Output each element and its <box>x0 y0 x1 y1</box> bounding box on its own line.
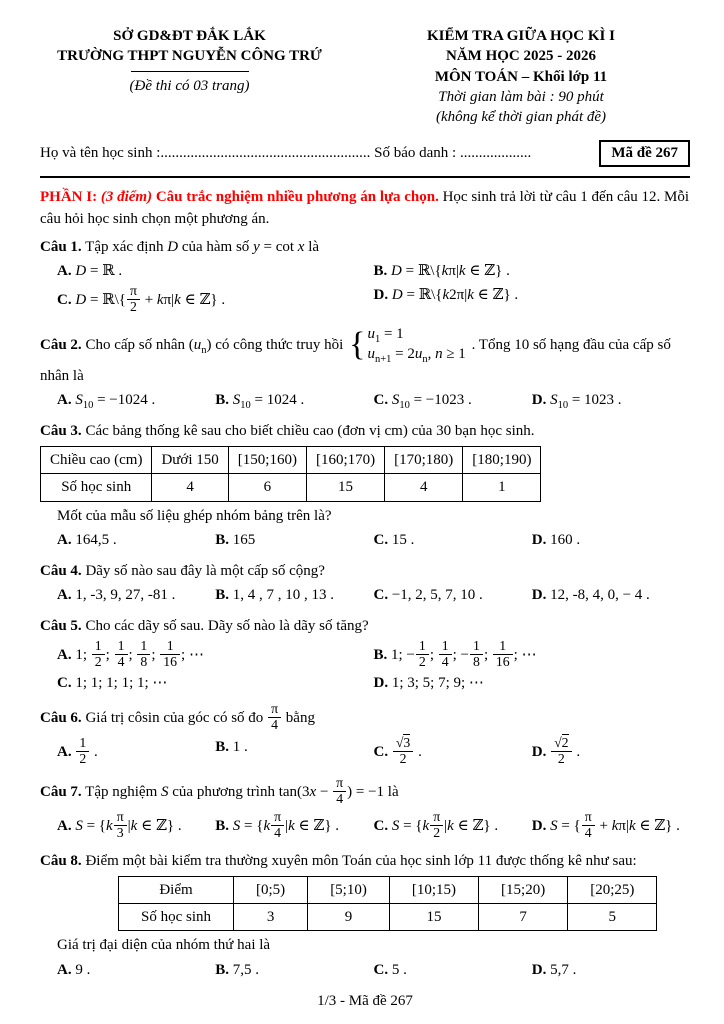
height-frequency-table <box>40 446 541 502</box>
option-text: $\frac{√2}{2}$ . <box>550 744 580 760</box>
exam-title: KIỂM TRA GIỮA HỌC KÌ I <box>427 28 615 44</box>
question-8 <box>40 851 690 983</box>
option-c <box>374 810 532 843</box>
question-subtext: Mốt của mẫu số liệu ghép nhóm bảng trên là? <box>57 507 332 524</box>
question-number: Câu 1. <box>40 238 82 255</box>
page-footer: 1/3 - Mã đề 267 <box>317 993 413 1009</box>
option-b <box>374 260 691 284</box>
table-cell: Số học sinh <box>41 474 152 501</box>
question-4 <box>40 561 690 608</box>
option-b <box>215 584 373 608</box>
question-number: Câu 4. <box>40 562 82 579</box>
table-cell: [20;25) <box>568 876 657 903</box>
option-b <box>215 389 373 413</box>
table-cell: 15 <box>389 904 478 931</box>
table-cell: Điểm <box>119 876 234 903</box>
table-cell: 7 <box>479 904 568 931</box>
option-d <box>532 584 690 608</box>
option-key: A. <box>57 586 72 603</box>
table-cell: [150;160) <box>228 447 306 474</box>
table-row <box>41 447 541 474</box>
option-c <box>57 284 374 317</box>
option-text: S = {k $\frac{\pi}{4}$ |k ∈ ℤ} . <box>232 808 340 840</box>
option-text: S = { $\frac{\pi}{4}$ + kπ|k ∈ ℤ} . <box>550 808 680 840</box>
option-text: D = ℝ\{k2π|k ∈ ℤ} . <box>391 286 519 303</box>
option-text: 15 . <box>391 531 415 548</box>
option-text: 1, 4 , 7 , 10 , 13 . <box>232 586 335 603</box>
option-key: A. <box>57 817 72 834</box>
question-stem-line <box>40 851 690 872</box>
option-d <box>532 736 690 769</box>
option-a <box>57 529 215 553</box>
table-cell: 15 <box>306 474 384 501</box>
option-a <box>57 810 215 843</box>
table-cell: 1 <box>463 474 541 501</box>
option-d <box>532 959 690 983</box>
option-key: D. <box>373 286 389 303</box>
question-number: Câu 2. <box>40 336 82 353</box>
option-key: C. <box>57 674 72 691</box>
option-text: 1 . <box>232 739 248 756</box>
option-key: A. <box>57 744 72 761</box>
option-key: D. <box>531 391 547 408</box>
option-text: 1; 3; 5; 7; 9; ⋯ <box>391 674 484 691</box>
option-c <box>374 584 532 608</box>
student-info-row <box>40 140 690 167</box>
option-text: 160 . <box>550 531 581 548</box>
option-d <box>374 672 691 696</box>
table-cell: [170;180) <box>385 447 463 474</box>
header-divider <box>40 176 690 178</box>
answer-options <box>40 529 690 553</box>
option-text: 9 . <box>75 961 91 978</box>
option-text: −1, 2, 5, 7, 10 . <box>391 586 483 603</box>
header-school-block <box>40 26 339 127</box>
option-text: 1; − $\frac{1}{2}$ ; $\frac{1}{4}$ ; − $\frac{1}{8}$ ; $\frac{1}{16}$ ; ⋯ <box>391 637 537 669</box>
question-number: Câu 5. <box>40 617 82 634</box>
table-cell: Số học sinh <box>119 904 234 931</box>
option-key: C. <box>373 531 389 548</box>
option-key: B. <box>373 263 388 280</box>
question-stem-line <box>40 421 690 442</box>
option-d <box>374 284 691 317</box>
no-extra-time-note: (không kể thời gian phát đề) <box>435 109 607 125</box>
option-key: C. <box>373 586 389 603</box>
option-text: D = ℝ . <box>75 263 123 280</box>
question-subtext: Giá trị đại diện của nhóm thứ hai là <box>57 937 271 954</box>
department-name: SỞ GD&ĐT ĐẮK LẮK <box>113 28 266 44</box>
question-stem-line <box>40 561 690 582</box>
option-text: D = ℝ\{kπ|k ∈ ℤ} . <box>391 263 510 280</box>
option-text: $S_{10} = 1023$ . <box>550 391 622 411</box>
option-text: $S_{10} = -1023$ . <box>391 391 472 411</box>
question-stem-line <box>40 325 690 387</box>
question-text: Điểm một bài kiểm tra thường xuyên môn Toán của học sinh lớp 11 được thống kê như sau: <box>85 852 637 869</box>
option-key: B. <box>215 391 230 408</box>
option-key: A. <box>57 263 72 280</box>
option-text: S = {k $\frac{\pi}{3}$ |k ∈ ℤ} . <box>75 808 182 840</box>
option-a <box>57 959 215 983</box>
part1-heading <box>40 187 690 230</box>
table-cell: 6 <box>228 474 306 501</box>
table-cell: 5 <box>568 904 657 931</box>
option-key: C. <box>57 291 72 308</box>
question-3 <box>40 421 690 553</box>
table-cell: [15;20) <box>479 876 568 903</box>
question-stem-line <box>40 703 690 734</box>
table-row <box>41 474 541 501</box>
question-text: Cho các dãy số sau. Dãy số nào là dãy số tăng? <box>85 617 369 634</box>
option-d <box>532 810 690 843</box>
table-cell: 4 <box>385 474 463 501</box>
student-name-line: Họ và tên học sinh :........................................................ Số báo danh : ................... <box>40 145 532 162</box>
option-text: 1; 1; 1; 1; 1; ⋯ <box>75 674 168 691</box>
option-b <box>215 736 373 769</box>
question-stem-line <box>40 616 690 637</box>
option-key: D. <box>531 817 547 834</box>
question-number: Câu 6. <box>40 710 82 727</box>
option-text: 5 . <box>391 961 407 978</box>
option-text: 7,5 . <box>232 961 260 978</box>
option-c <box>57 672 374 696</box>
question-number: Câu 7. <box>40 783 82 800</box>
question-number: Câu 8. <box>40 852 82 869</box>
option-key: D. <box>531 586 547 603</box>
table-row <box>119 876 657 903</box>
answer-options <box>40 810 690 843</box>
option-key: C. <box>373 744 389 761</box>
question-text: Dãy số nào sau đây là một cấp số cộng? <box>85 562 325 579</box>
option-a <box>57 639 374 672</box>
option-d <box>532 529 690 553</box>
option-text: $\frac{√3}{2}$ . <box>392 744 422 760</box>
option-key: C. <box>373 961 389 978</box>
option-key: B. <box>215 531 230 548</box>
answer-options <box>40 584 690 608</box>
option-key: B. <box>215 739 230 756</box>
option-text: 165 <box>232 531 256 548</box>
option-text: 5,7 . <box>550 961 577 978</box>
option-b <box>215 810 373 843</box>
answer-options <box>40 260 690 317</box>
part1-instructions: Học sinh trả lời từ câu 1 đến câu 12. Mỗi câu hỏi học sinh chọn một phương án. <box>40 189 690 227</box>
question-text: Cho cấp số nhân $(u_n)$ có công thức truy hồi { $u_1 = 1$ $u_{n+1} = 2u_n$, n ≥ 1 . Tổng 10 số hạng đầu của cấp số nhân là <box>40 325 671 384</box>
exam-header <box>40 26 690 127</box>
question-text: Giá trị côsin của góc có số đo $\frac{\pi}{4}$ bằng <box>85 701 315 733</box>
question-stem-line <box>40 237 690 258</box>
option-text: 164,5 . <box>75 531 117 548</box>
answer-options <box>40 389 690 413</box>
option-b <box>374 639 691 672</box>
header-underline <box>131 71 249 72</box>
question-7 <box>40 777 690 843</box>
option-key: C. <box>373 391 389 408</box>
option-text: $\frac{1}{2}$ . <box>75 744 97 760</box>
exam-code-box: Mã đề 267 <box>599 140 690 167</box>
table-cell: Chiều cao (cm) <box>41 447 152 474</box>
option-key: B. <box>215 961 230 978</box>
answer-options <box>40 959 690 983</box>
header-exam-block <box>352 26 690 127</box>
answer-options <box>40 736 690 769</box>
table-cell: 3 <box>234 904 308 931</box>
option-a <box>57 584 215 608</box>
table-row <box>119 904 657 931</box>
option-text: 1, -3, 9, 27, -81 . <box>75 586 176 603</box>
option-key: B. <box>373 646 388 663</box>
option-key: D. <box>373 674 389 691</box>
option-text: $S_{10} = 1024$ . <box>232 391 305 411</box>
part1-subtitle: Câu trắc nghiệm nhiều phương án lựa chọn. <box>155 189 443 206</box>
question-2 <box>40 325 690 413</box>
table-cell: Dưới 150 <box>152 447 228 474</box>
option-key: A. <box>57 646 72 663</box>
option-key: C. <box>373 817 389 834</box>
score-frequency-table <box>118 876 657 932</box>
option-a <box>57 736 215 769</box>
question-text: Tập nghiệm S của phương trình tan(3x − $\frac{\pi}{4}$ ) = −1 là <box>85 775 399 806</box>
table-cell: 9 <box>308 904 390 931</box>
option-b <box>215 959 373 983</box>
option-text: S = {k $\frac{\pi}{2}$ |k ∈ ℤ} . <box>391 808 499 840</box>
table-cell: [0;5) <box>234 876 308 903</box>
option-text: 12, -8, 4, 0, − 4 . <box>550 586 650 603</box>
option-c <box>374 959 532 983</box>
option-key: B. <box>215 586 230 603</box>
option-b <box>215 529 373 553</box>
option-key: D. <box>531 531 547 548</box>
table-cell: [160;170) <box>306 447 384 474</box>
part1-label: PHẦN I: <box>40 189 101 206</box>
option-c <box>374 736 532 769</box>
option-key: D. <box>531 744 547 761</box>
option-key: D. <box>531 961 547 978</box>
table-cell: 4 <box>152 474 228 501</box>
school-year: NĂM HỌC 2025 - 2026 <box>446 48 596 65</box>
option-text: 1; $\frac{1}{2}$ ; $\frac{1}{4}$ ; $\frac{1}{8}$ ; $\frac{1}{16}$ ; ⋯ <box>75 637 204 669</box>
question-number: Câu 3. <box>40 422 82 439</box>
option-key: A. <box>57 961 72 978</box>
option-a <box>57 260 374 284</box>
table-cell: [5;10) <box>308 876 390 903</box>
option-d <box>532 389 690 413</box>
question-5 <box>40 616 690 696</box>
pages-note: (Đề thi có 03 trang) <box>129 77 250 94</box>
duration-line: Thời gian làm bài : 90 phút <box>438 88 604 105</box>
subject-line: MÔN TOÁN – Khối lớp 11 <box>434 68 608 85</box>
option-a <box>57 389 215 413</box>
question-stem-line <box>40 777 690 808</box>
question-text: Tập xác định D của hàm số y = cot x là <box>85 238 320 255</box>
option-key: B. <box>215 817 230 834</box>
table-cell: [180;190) <box>463 447 541 474</box>
option-key: A. <box>57 531 72 548</box>
school-name: TRƯỜNG THPT NGUYỄN CÔNG TRỨ <box>57 48 322 65</box>
question-6 <box>40 703 690 769</box>
option-key: A. <box>57 391 72 408</box>
option-text: $S_{10} = -1024$ . <box>75 391 156 411</box>
answer-options <box>40 639 690 696</box>
question-text: Các bảng thống kê sau cho biết chiều cao (đơn vị cm) của 30 bạn học sinh. <box>85 422 535 439</box>
question-1 <box>40 237 690 317</box>
part1-points: (3 điểm) <box>100 189 156 206</box>
option-c <box>374 529 532 553</box>
option-c <box>374 389 532 413</box>
option-text: D = ℝ\{ $\frac{\pi}{2}$ + kπ|k ∈ ℤ} . <box>75 282 226 314</box>
table-cell: [10;15) <box>389 876 478 903</box>
